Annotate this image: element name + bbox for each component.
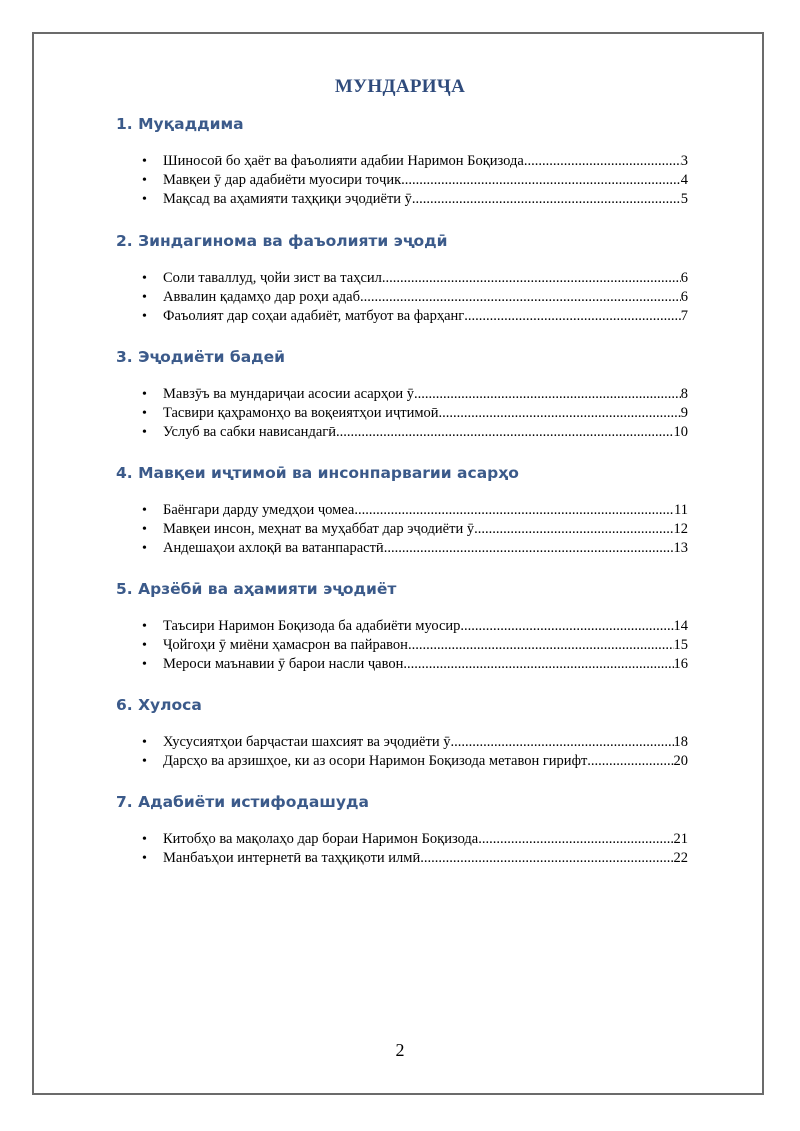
toc-entry[interactable] <box>116 423 688 442</box>
dot-leader <box>474 520 673 539</box>
page-number: 2 <box>395 1040 405 1060</box>
toc-entry-text: • Баёнгари дарду умедҳои ҷомеа <box>163 502 355 518</box>
section-heading: 2. Зиндагинома ва фаъолияти эҷодӣ <box>116 232 448 250</box>
dot-leader <box>478 830 673 849</box>
toc-entry-text: • Шиносоӣ бо ҳаёт ва фаъолияти адабии Наримон Боқизода <box>163 153 524 169</box>
toc-section-1 <box>116 112 716 209</box>
section-items <box>116 830 716 868</box>
toc-entry-text: • Ҷойгоҳи ӯ миёни ҳамасрон ва пайравон <box>163 637 408 653</box>
toc-entry[interactable] <box>116 269 688 288</box>
toc-entry-page: 18 <box>673 734 688 750</box>
dot-leader <box>382 269 681 288</box>
toc-entry[interactable] <box>116 636 688 655</box>
dot-leader <box>439 404 681 423</box>
toc-entry-page: 14 <box>673 618 688 634</box>
toc-entry[interactable] <box>116 830 688 849</box>
toc-entry[interactable] <box>116 152 688 171</box>
toc-entry-text: • Манбаъҳои интернетӣ ва таҳқиқоти илмӣ <box>163 850 421 866</box>
toc-section-2 <box>116 229 716 326</box>
dot-leader <box>354 501 674 520</box>
dot-leader <box>464 307 681 326</box>
section-items <box>116 269 716 326</box>
dot-leader <box>414 385 681 404</box>
toc-entry-text: • Соли таваллуд, ҷойи зист ва таҳсил <box>163 270 382 286</box>
dot-leader <box>401 171 681 190</box>
toc-entry-text: • Хусусиятҳои барҷастаи шахсият ва эҷодиёти ӯ <box>163 734 451 750</box>
toc-entry-text: • Дарсҳо ва арзишҳое, ки аз осори Наримон Боқизода метавон гирифт <box>163 753 588 769</box>
toc-section-3 <box>116 345 716 442</box>
toc-section-5 <box>116 577 716 674</box>
section-heading: 5. Арзёбӣ ва аҳамияти эҷодиёт <box>116 580 397 598</box>
dot-leader <box>336 423 674 442</box>
section-items <box>116 385 716 442</box>
toc-entry-page: 8 <box>680 386 688 402</box>
toc-entry-text: • Аввалин қадамҳо дар роҳи адаб <box>163 289 360 305</box>
toc-entry-page: 22 <box>673 850 688 866</box>
toc-title: МУНДАРИҶА <box>334 76 466 97</box>
section-heading: 3. Эҷодиёти бадеӣ <box>116 348 286 366</box>
dot-leader <box>524 152 681 171</box>
toc-entry[interactable] <box>116 520 688 539</box>
toc-section-4 <box>116 461 716 558</box>
toc-entry-text: • Мавқеи инсон, меҳнат ва муҳаббат дар эҷодиёти ӯ <box>163 521 475 537</box>
dot-leader <box>420 849 673 868</box>
toc-entry-page: 3 <box>680 153 688 169</box>
toc-entry-text: • Мавзӯъ ва мундариҷаи асосии асарҳои ӯ <box>163 386 415 402</box>
toc-entry[interactable] <box>116 849 688 868</box>
toc-section-6 <box>116 693 716 771</box>
toc-entry-page: 10 <box>673 424 688 440</box>
toc-entry-page: 16 <box>673 656 688 672</box>
toc-entry[interactable] <box>116 655 688 674</box>
dot-leader <box>412 190 681 209</box>
toc-entry-text: • Услуб ва сабки нависандагӣ <box>163 424 336 440</box>
section-items <box>116 152 716 209</box>
toc-entry[interactable] <box>116 404 688 423</box>
dot-leader <box>450 733 673 752</box>
toc-entry-text: • Мероси маънавии ӯ барои насли ҷавон <box>163 656 404 672</box>
dot-leader <box>384 539 674 558</box>
toc-entry[interactable] <box>116 752 688 771</box>
toc-entry-text: • Мавқеи ӯ дар адабиёти муосири тоҷик <box>163 172 402 188</box>
dot-leader <box>403 655 673 674</box>
toc-entry-text: • Тасвири қаҳрамонҳо ва воқеиятҳои иҷтимоӣ <box>163 405 439 421</box>
section-heading: 1. Муқаддима <box>116 115 244 133</box>
section-items <box>116 617 716 674</box>
toc-entry-page: 11 <box>674 502 688 518</box>
section-heading: 6. Хулоса <box>116 696 202 714</box>
toc-entry-page: 13 <box>673 540 688 556</box>
toc-entry-text: • Китобҳо ва мақолаҳо дар бораи Наримон Боқизода <box>163 831 479 847</box>
toc-entry-page: 7 <box>680 308 688 324</box>
toc-entry[interactable] <box>116 385 688 404</box>
toc-entry[interactable] <box>116 171 688 190</box>
toc-entry-page: 4 <box>680 172 688 188</box>
toc-entry[interactable] <box>116 733 688 752</box>
toc-entry[interactable] <box>116 288 688 307</box>
toc-entry[interactable] <box>116 307 688 326</box>
toc-entry[interactable] <box>116 190 688 209</box>
dot-leader <box>587 752 673 771</box>
dot-leader <box>360 288 681 307</box>
toc-entry-page: 15 <box>673 637 688 653</box>
section-heading: 4. Мавқеи иҷтимоӣ ва инсонпарвarии асарҳо <box>116 464 519 482</box>
toc-entry-page: 12 <box>673 521 688 537</box>
toc-entry-page: 9 <box>680 405 688 421</box>
toc-entry-page: 20 <box>673 753 688 769</box>
toc-entry[interactable] <box>116 617 688 636</box>
toc-entry[interactable] <box>116 539 688 558</box>
toc-entry-page: 21 <box>673 831 688 847</box>
toc-section-7 <box>116 790 716 868</box>
toc-entry-page: 6 <box>680 270 688 286</box>
dot-leader <box>408 636 674 655</box>
section-items <box>116 733 716 771</box>
toc-entry-page: 6 <box>680 289 688 305</box>
section-items <box>116 501 716 558</box>
section-heading: 7. Адабиёти истифодашуда <box>116 793 369 811</box>
dot-leader <box>460 617 673 636</box>
toc-entry[interactable] <box>116 501 688 520</box>
toc-entry-page: 5 <box>680 191 688 207</box>
toc-entry-text: • Андешаҳои ахлоқӣ ва ватанпарастӣ <box>163 540 384 556</box>
toc-entry-text: • Таъсири Наримон Боқизода ба адабиёти муосир <box>163 618 461 634</box>
toc-entry-text: • Мақсад ва аҳамияти таҳқиқи эҷодиёти ӯ <box>163 191 412 207</box>
toc-entry-text: • Фаъолият дар соҳаи адабиёт, матбуот ва фарҳанг <box>163 308 465 324</box>
